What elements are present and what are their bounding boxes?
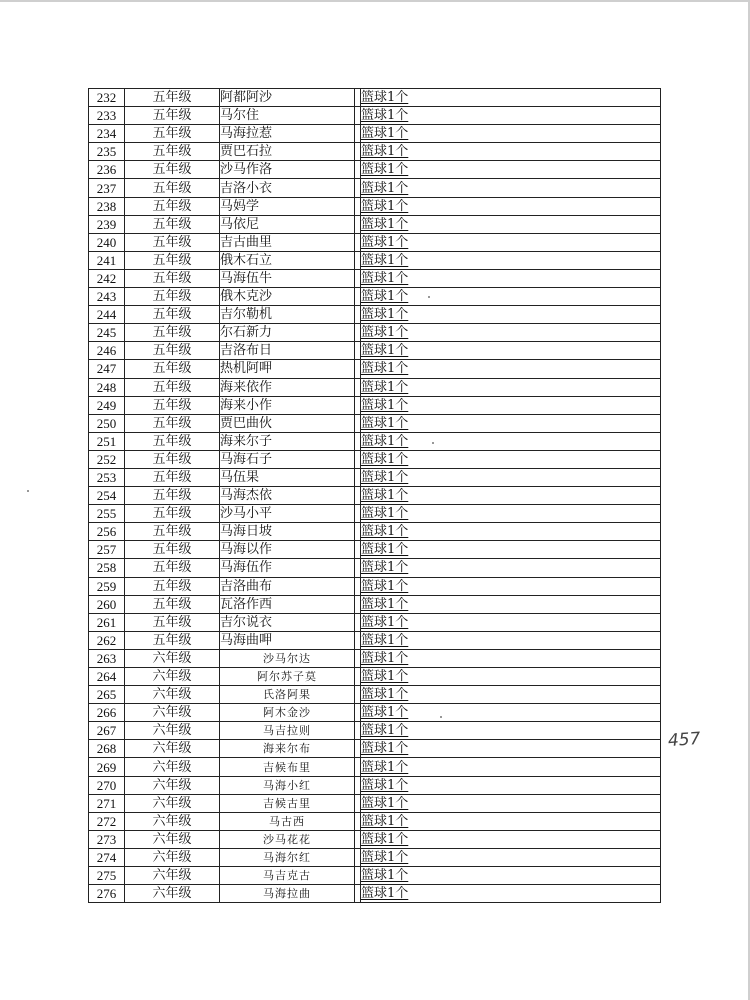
- item-cell: 篮球1个: [361, 324, 661, 342]
- student-name-cell: 海来小作: [220, 396, 355, 414]
- student-name-cell: 马海曲呷: [220, 631, 355, 649]
- item-cell: 篮球1个: [361, 559, 661, 577]
- row-number: 258: [89, 559, 125, 577]
- table-row: [89, 306, 661, 324]
- row-number: 239: [89, 215, 125, 233]
- student-name-cell: 马伍果: [220, 468, 355, 486]
- grade-cell: 五年级: [125, 107, 220, 125]
- student-name-cell: 吉洛曲布: [220, 577, 355, 595]
- row-number: 266: [89, 704, 125, 722]
- table-body: [89, 89, 661, 903]
- student-name-cell: 沙马作洛: [220, 161, 355, 179]
- table-row: [89, 758, 661, 776]
- table-row: [89, 468, 661, 486]
- row-number: 233: [89, 107, 125, 125]
- student-name-cell: 吉尔说衣: [220, 613, 355, 631]
- row-number: 248: [89, 378, 125, 396]
- table-row: [89, 577, 661, 595]
- table-row: [89, 215, 661, 233]
- row-number: 270: [89, 776, 125, 794]
- student-name-cell: 海来尔子: [220, 432, 355, 450]
- item-cell: 篮球1个: [361, 215, 661, 233]
- scan-speck: [27, 490, 29, 492]
- table-row: [89, 487, 661, 505]
- grade-cell: 六年级: [125, 848, 220, 866]
- table-row: [89, 360, 661, 378]
- table-row: [89, 450, 661, 468]
- row-number: 263: [89, 649, 125, 667]
- item-cell: 篮球1个: [361, 758, 661, 776]
- item-cell: 篮球1个: [361, 468, 661, 486]
- item-cell: 篮球1个: [361, 89, 661, 107]
- grade-cell: 五年级: [125, 450, 220, 468]
- item-cell: 篮球1个: [361, 541, 661, 559]
- student-name-cell: 马海伍牛: [220, 269, 355, 287]
- student-name-cell: 沙马小平: [220, 505, 355, 523]
- student-name-cell: 吉古曲里: [220, 233, 355, 251]
- row-number: 256: [89, 523, 125, 541]
- scan-speck: [432, 442, 434, 444]
- table-row: [89, 722, 661, 740]
- grade-cell: 五年级: [125, 215, 220, 233]
- row-number: 265: [89, 686, 125, 704]
- item-cell: 篮球1个: [361, 740, 661, 758]
- row-number: 262: [89, 631, 125, 649]
- student-name-cell: 马海拉曲: [220, 885, 355, 903]
- row-number: 253: [89, 468, 125, 486]
- row-number: 271: [89, 794, 125, 812]
- student-name-cell: 马古西: [220, 812, 355, 830]
- grade-cell: 五年级: [125, 396, 220, 414]
- student-name-cell: 马海拉惹: [220, 125, 355, 143]
- grade-cell: 五年级: [125, 89, 220, 107]
- item-cell: 篮球1个: [361, 704, 661, 722]
- row-number: 242: [89, 269, 125, 287]
- table-row: [89, 378, 661, 396]
- scan-speck: [428, 296, 430, 298]
- grade-cell: 五年级: [125, 360, 220, 378]
- row-number: 274: [89, 848, 125, 866]
- item-cell: 篮球1个: [361, 631, 661, 649]
- item-cell: 篮球1个: [361, 776, 661, 794]
- row-number: 251: [89, 432, 125, 450]
- row-number: 241: [89, 251, 125, 269]
- table-row: [89, 143, 661, 161]
- student-name-cell: 马吉拉则: [220, 722, 355, 740]
- row-number: 238: [89, 197, 125, 215]
- row-number: 269: [89, 758, 125, 776]
- grade-cell: 六年级: [125, 740, 220, 758]
- table-row: [89, 396, 661, 414]
- grade-cell: 六年级: [125, 722, 220, 740]
- row-number: 276: [89, 885, 125, 903]
- row-number: 235: [89, 143, 125, 161]
- grade-cell: 六年级: [125, 885, 220, 903]
- item-cell: 篮球1个: [361, 143, 661, 161]
- row-number: 246: [89, 342, 125, 360]
- grade-cell: 五年级: [125, 432, 220, 450]
- row-number: 268: [89, 740, 125, 758]
- grade-cell: 五年级: [125, 468, 220, 486]
- item-cell: 篮球1个: [361, 686, 661, 704]
- grade-cell: 六年级: [125, 776, 220, 794]
- student-name-cell: 沙马花花: [220, 830, 355, 848]
- student-name-cell: 俄木克沙: [220, 288, 355, 306]
- grade-cell: 五年级: [125, 251, 220, 269]
- handwritten-margin-note: 457: [667, 728, 702, 752]
- row-number: 249: [89, 396, 125, 414]
- item-cell: 篮球1个: [361, 487, 661, 505]
- grade-cell: 五年级: [125, 269, 220, 287]
- student-name-cell: 马尔住: [220, 107, 355, 125]
- student-name-cell: 吉候古里: [220, 794, 355, 812]
- table-row: [89, 197, 661, 215]
- table-row: [89, 668, 661, 686]
- student-name-cell: 阿木金沙: [220, 704, 355, 722]
- table-row: [89, 559, 661, 577]
- grade-cell: 五年级: [125, 414, 220, 432]
- grade-cell: 五年级: [125, 324, 220, 342]
- row-number: 259: [89, 577, 125, 595]
- row-number: 272: [89, 812, 125, 830]
- row-number: 260: [89, 595, 125, 613]
- item-cell: 篮球1个: [361, 649, 661, 667]
- grade-cell: 五年级: [125, 125, 220, 143]
- student-name-cell: 阿都阿沙: [220, 89, 355, 107]
- grade-cell: 五年级: [125, 342, 220, 360]
- grade-cell: 五年级: [125, 487, 220, 505]
- student-name-cell: 马海伍作: [220, 559, 355, 577]
- item-cell: 篮球1个: [361, 722, 661, 740]
- grade-cell: 五年级: [125, 541, 220, 559]
- grade-cell: 五年级: [125, 288, 220, 306]
- row-number: 273: [89, 830, 125, 848]
- table-row: [89, 740, 661, 758]
- grade-cell: 五年级: [125, 523, 220, 541]
- grade-cell: 五年级: [125, 233, 220, 251]
- grade-cell: 六年级: [125, 649, 220, 667]
- row-number: 232: [89, 89, 125, 107]
- student-name-cell: 马海小红: [220, 776, 355, 794]
- grade-cell: 六年级: [125, 686, 220, 704]
- item-cell: 篮球1个: [361, 269, 661, 287]
- student-name-cell: 马海尔红: [220, 848, 355, 866]
- table-row: [89, 432, 661, 450]
- item-cell: 篮球1个: [361, 812, 661, 830]
- grade-cell: 五年级: [125, 577, 220, 595]
- grade-cell: 五年级: [125, 179, 220, 197]
- student-name-cell: 马吉克古: [220, 867, 355, 885]
- grade-cell: 五年级: [125, 143, 220, 161]
- item-cell: 篮球1个: [361, 378, 661, 396]
- table-row: [89, 794, 661, 812]
- grade-cell: 五年级: [125, 631, 220, 649]
- student-name-cell: 海来依作: [220, 378, 355, 396]
- table-row: [89, 233, 661, 251]
- item-cell: 篮球1个: [361, 414, 661, 432]
- table-row: [89, 631, 661, 649]
- item-cell: 篮球1个: [361, 523, 661, 541]
- table-row: [89, 505, 661, 523]
- item-cell: 篮球1个: [361, 595, 661, 613]
- row-number: 234: [89, 125, 125, 143]
- grade-cell: 五年级: [125, 559, 220, 577]
- item-cell: 篮球1个: [361, 867, 661, 885]
- student-name-cell: 氏洛阿果: [220, 686, 355, 704]
- row-number: 252: [89, 450, 125, 468]
- grade-cell: 六年级: [125, 867, 220, 885]
- scan-speck: [440, 716, 442, 718]
- student-name-cell: 马海杰依: [220, 487, 355, 505]
- table-row: [89, 867, 661, 885]
- grade-cell: 六年级: [125, 758, 220, 776]
- table-row: [89, 704, 661, 722]
- item-cell: 篮球1个: [361, 668, 661, 686]
- item-cell: 篮球1个: [361, 197, 661, 215]
- table-row: [89, 613, 661, 631]
- table-row: [89, 161, 661, 179]
- item-cell: 篮球1个: [361, 613, 661, 631]
- table-row: [89, 776, 661, 794]
- table-row: [89, 649, 661, 667]
- student-name-cell: 马海日坡: [220, 523, 355, 541]
- student-name-cell: 阿尔苏子莫: [220, 668, 355, 686]
- grade-cell: 五年级: [125, 595, 220, 613]
- table-row: [89, 523, 661, 541]
- table-row: [89, 269, 661, 287]
- table-row: [89, 288, 661, 306]
- row-number: 243: [89, 288, 125, 306]
- table-row: [89, 812, 661, 830]
- item-cell: 篮球1个: [361, 125, 661, 143]
- item-cell: 篮球1个: [361, 848, 661, 866]
- grade-cell: 五年级: [125, 378, 220, 396]
- table-row: [89, 179, 661, 197]
- student-name-cell: 海来尔布: [220, 740, 355, 758]
- table-row: [89, 125, 661, 143]
- student-name-cell: 马海石子: [220, 450, 355, 468]
- grade-cell: 六年级: [125, 830, 220, 848]
- student-name-cell: 俄木石立: [220, 251, 355, 269]
- item-cell: 篮球1个: [361, 251, 661, 269]
- grade-cell: 五年级: [125, 197, 220, 215]
- table-row: [89, 595, 661, 613]
- row-number: 244: [89, 306, 125, 324]
- row-number: 255: [89, 505, 125, 523]
- page-edge-top: [0, 0, 750, 2]
- student-name-cell: 贾巴曲伙: [220, 414, 355, 432]
- item-cell: 篮球1个: [361, 107, 661, 125]
- row-number: 236: [89, 161, 125, 179]
- grade-cell: 五年级: [125, 306, 220, 324]
- student-name-cell: 马依尼: [220, 215, 355, 233]
- item-cell: 篮球1个: [361, 396, 661, 414]
- grade-cell: 五年级: [125, 613, 220, 631]
- item-cell: 篮球1个: [361, 233, 661, 251]
- student-name-cell: 马海以作: [220, 541, 355, 559]
- table-row: [89, 885, 661, 903]
- row-number: 245: [89, 324, 125, 342]
- student-name-cell: 瓦洛作西: [220, 595, 355, 613]
- row-number: 267: [89, 722, 125, 740]
- table-row: [89, 414, 661, 432]
- student-name-cell: 吉候布里: [220, 758, 355, 776]
- item-cell: 篮球1个: [361, 306, 661, 324]
- table-row: [89, 342, 661, 360]
- student-name-cell: 吉洛布日: [220, 342, 355, 360]
- item-cell: 篮球1个: [361, 288, 661, 306]
- item-cell: 篮球1个: [361, 830, 661, 848]
- item-cell: 篮球1个: [361, 577, 661, 595]
- grade-cell: 五年级: [125, 161, 220, 179]
- table-row: [89, 107, 661, 125]
- table-row: [89, 89, 661, 107]
- row-number: 254: [89, 487, 125, 505]
- row-number: 250: [89, 414, 125, 432]
- table-row: [89, 848, 661, 866]
- row-number: 240: [89, 233, 125, 251]
- student-name-cell: 贾巴石拉: [220, 143, 355, 161]
- table-row: [89, 830, 661, 848]
- student-name-cell: 吉洛小衣: [220, 179, 355, 197]
- table-row: [89, 251, 661, 269]
- row-number: 247: [89, 360, 125, 378]
- item-cell: 篮球1个: [361, 360, 661, 378]
- student-name-cell: 沙马尔达: [220, 649, 355, 667]
- row-number: 237: [89, 179, 125, 197]
- distribution-table: [88, 88, 661, 903]
- item-cell: 篮球1个: [361, 342, 661, 360]
- student-name-cell: 吉尔勒机: [220, 306, 355, 324]
- table-row: [89, 686, 661, 704]
- row-number: 264: [89, 668, 125, 686]
- grade-cell: 六年级: [125, 794, 220, 812]
- item-cell: 篮球1个: [361, 885, 661, 903]
- grade-cell: 六年级: [125, 704, 220, 722]
- table-row: [89, 324, 661, 342]
- item-cell: 篮球1个: [361, 450, 661, 468]
- grade-cell: 六年级: [125, 812, 220, 830]
- student-name-cell: 尔石新力: [220, 324, 355, 342]
- grade-cell: 五年级: [125, 505, 220, 523]
- row-number: 275: [89, 867, 125, 885]
- item-cell: 篮球1个: [361, 179, 661, 197]
- table-row: [89, 541, 661, 559]
- item-cell: 篮球1个: [361, 505, 661, 523]
- student-name-cell: 热机阿呷: [220, 360, 355, 378]
- student-name-cell: 马妈学: [220, 197, 355, 215]
- grade-cell: 六年级: [125, 668, 220, 686]
- item-cell: 篮球1个: [361, 432, 661, 450]
- item-cell: 篮球1个: [361, 161, 661, 179]
- row-number: 261: [89, 613, 125, 631]
- item-cell: 篮球1个: [361, 794, 661, 812]
- row-number: 257: [89, 541, 125, 559]
